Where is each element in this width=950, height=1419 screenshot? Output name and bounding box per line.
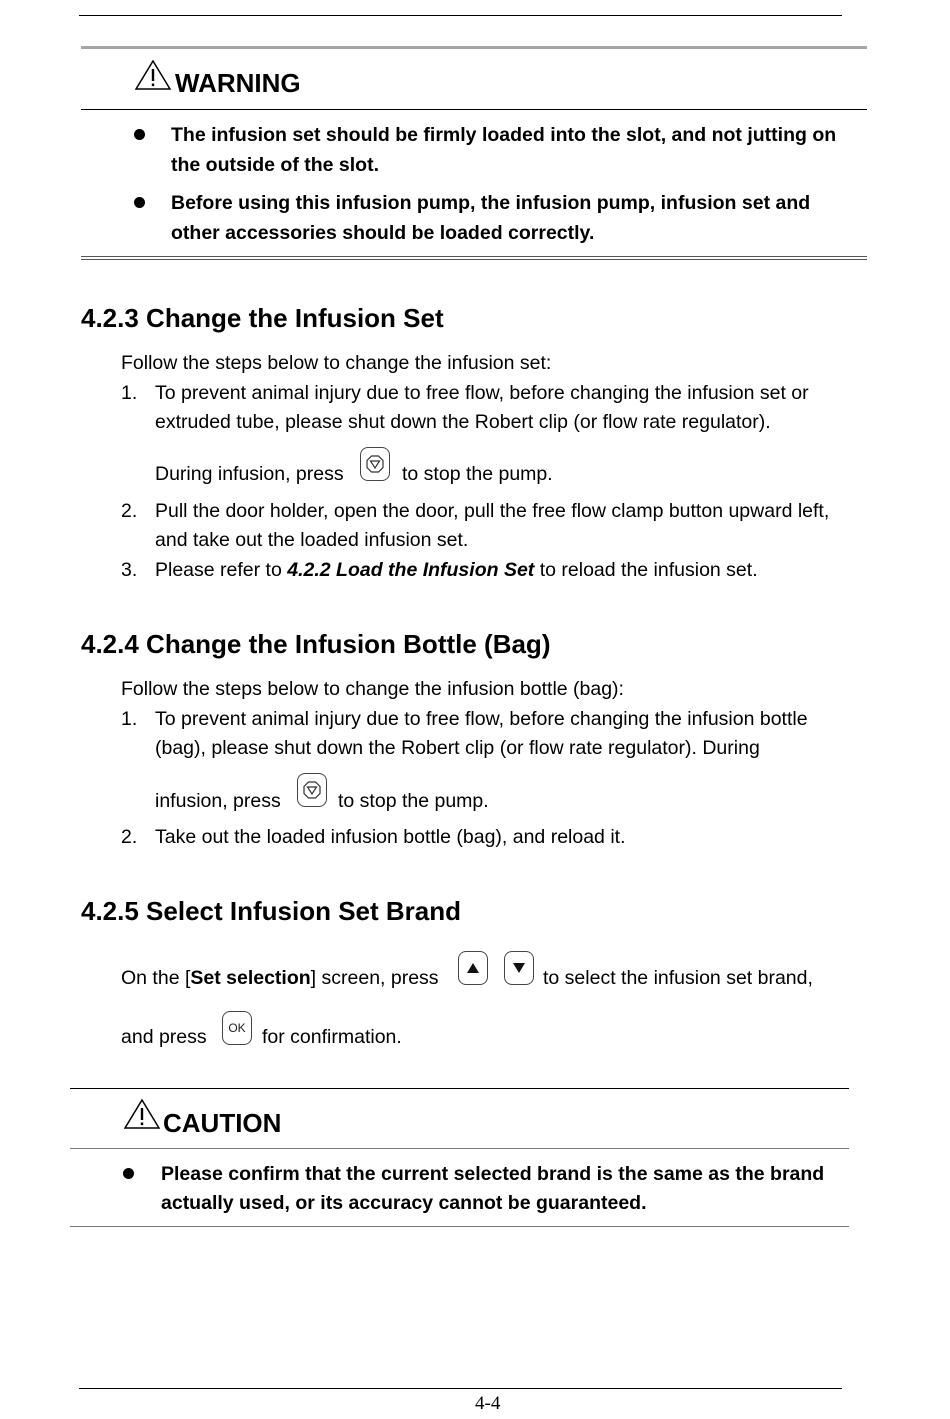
step-1-line3-post: to stop the pump. <box>402 463 553 485</box>
bullet-icon <box>123 1168 134 1179</box>
header-rule <box>79 15 842 16</box>
step-number: 1. <box>121 382 138 404</box>
warning-title-rule <box>81 109 867 110</box>
step-1-line3-pre: During infusion, press <box>155 463 344 485</box>
bullet-icon <box>134 129 145 140</box>
section-heading: 4.2.5 Select Infusion Set Brand <box>81 896 461 926</box>
section-heading: 4.2.3 Change the Infusion Set <box>81 303 444 333</box>
step-1-line1: To prevent animal injury due to free flow, before changing the infusion bottle <box>155 708 808 730</box>
section-intro: Follow the steps below to change the infusion bottle (bag): <box>121 678 624 700</box>
footer-rule <box>79 1388 842 1389</box>
step-1-line3-post: to stop the pump. <box>338 790 489 812</box>
caution-item-1-line1: Please confirm that the current selected brand is the same as the brand <box>161 1163 825 1185</box>
step-1-line3-pre: infusion, press <box>155 790 281 812</box>
instruction-line2-post: for confirmation. <box>262 1026 402 1048</box>
warning-item-2-line1: Before using this infusion pump, the infusion pump, infusion set and <box>171 192 811 214</box>
warning-title: WARNING <box>175 68 301 98</box>
page-number: 4-4 <box>475 1393 501 1414</box>
step-number: 2. <box>121 500 138 522</box>
instruction-line1-pre: On the [Set selection] screen, press <box>121 967 439 989</box>
warning-bottom-rule <box>81 256 867 257</box>
caution-item-1-line2: actually used, or its accuracy cannot be guaranteed. <box>161 1192 647 1214</box>
instruction-line2-pre: and press <box>121 1026 207 1048</box>
warning-top-rule <box>81 46 867 49</box>
warning-triangle-icon <box>124 1099 160 1129</box>
up-arrow-key-icon <box>458 951 488 985</box>
stop-key-icon <box>360 447 390 481</box>
step-number: 3. <box>121 559 138 581</box>
step-3-pre: Please refer to <box>155 559 282 581</box>
step-2-line1: Take out the loaded infusion bottle (bag), and reload it. <box>155 826 626 848</box>
step-2-line2: and take out the loaded infusion set. <box>155 529 469 551</box>
step-number: 1. <box>121 708 138 730</box>
section-heading: 4.2.4 Change the Infusion Bottle (Bag) <box>81 629 551 659</box>
caution-bottom-rule <box>70 1226 849 1227</box>
caution-title: CAUTION <box>163 1108 282 1138</box>
step-1-line1: To prevent animal injury due to free flow, before changing the infusion set or <box>155 382 809 404</box>
step-number: 2. <box>121 826 138 848</box>
step-1-line2: extruded tube, please shut down the Robert clip (or flow rate regulator). <box>155 411 771 433</box>
step-1-line2: (bag), please shut down the Robert clip (or flow rate regulator). During <box>155 737 760 759</box>
screen-name: Set selection <box>190 967 311 989</box>
caution-top-rule <box>70 1088 849 1089</box>
section-intro: Follow the steps below to change the infusion set: <box>121 352 552 374</box>
stop-key-icon <box>297 773 327 807</box>
section-reference: 4.2.2 Load the Infusion Set <box>287 559 535 581</box>
warning-item-2-line2: other accessories should be loaded correctly. <box>171 222 595 244</box>
ok-key-label: OK <box>228 1021 246 1035</box>
bullet-icon <box>134 197 145 208</box>
ok-key-icon <box>222 1011 252 1045</box>
step-2-line1: Pull the door holder, open the door, pull the free flow clamp button upward left, <box>155 500 830 522</box>
warning-item-1-line1: The infusion set should be firmly loaded into the slot, and not jutting on <box>171 124 837 146</box>
warning-triangle-icon <box>135 60 171 90</box>
step-3-line <box>155 558 758 582</box>
warning-item-1-line2: the outside of the slot. <box>171 154 379 176</box>
instruction-line1-post: to select the infusion set brand, <box>543 967 813 989</box>
step-3-post: to reload the infusion set. <box>539 559 758 581</box>
caution-title-rule <box>70 1148 849 1149</box>
warning-bottom-rule-2 <box>81 259 867 260</box>
down-arrow-key-icon <box>504 951 534 985</box>
